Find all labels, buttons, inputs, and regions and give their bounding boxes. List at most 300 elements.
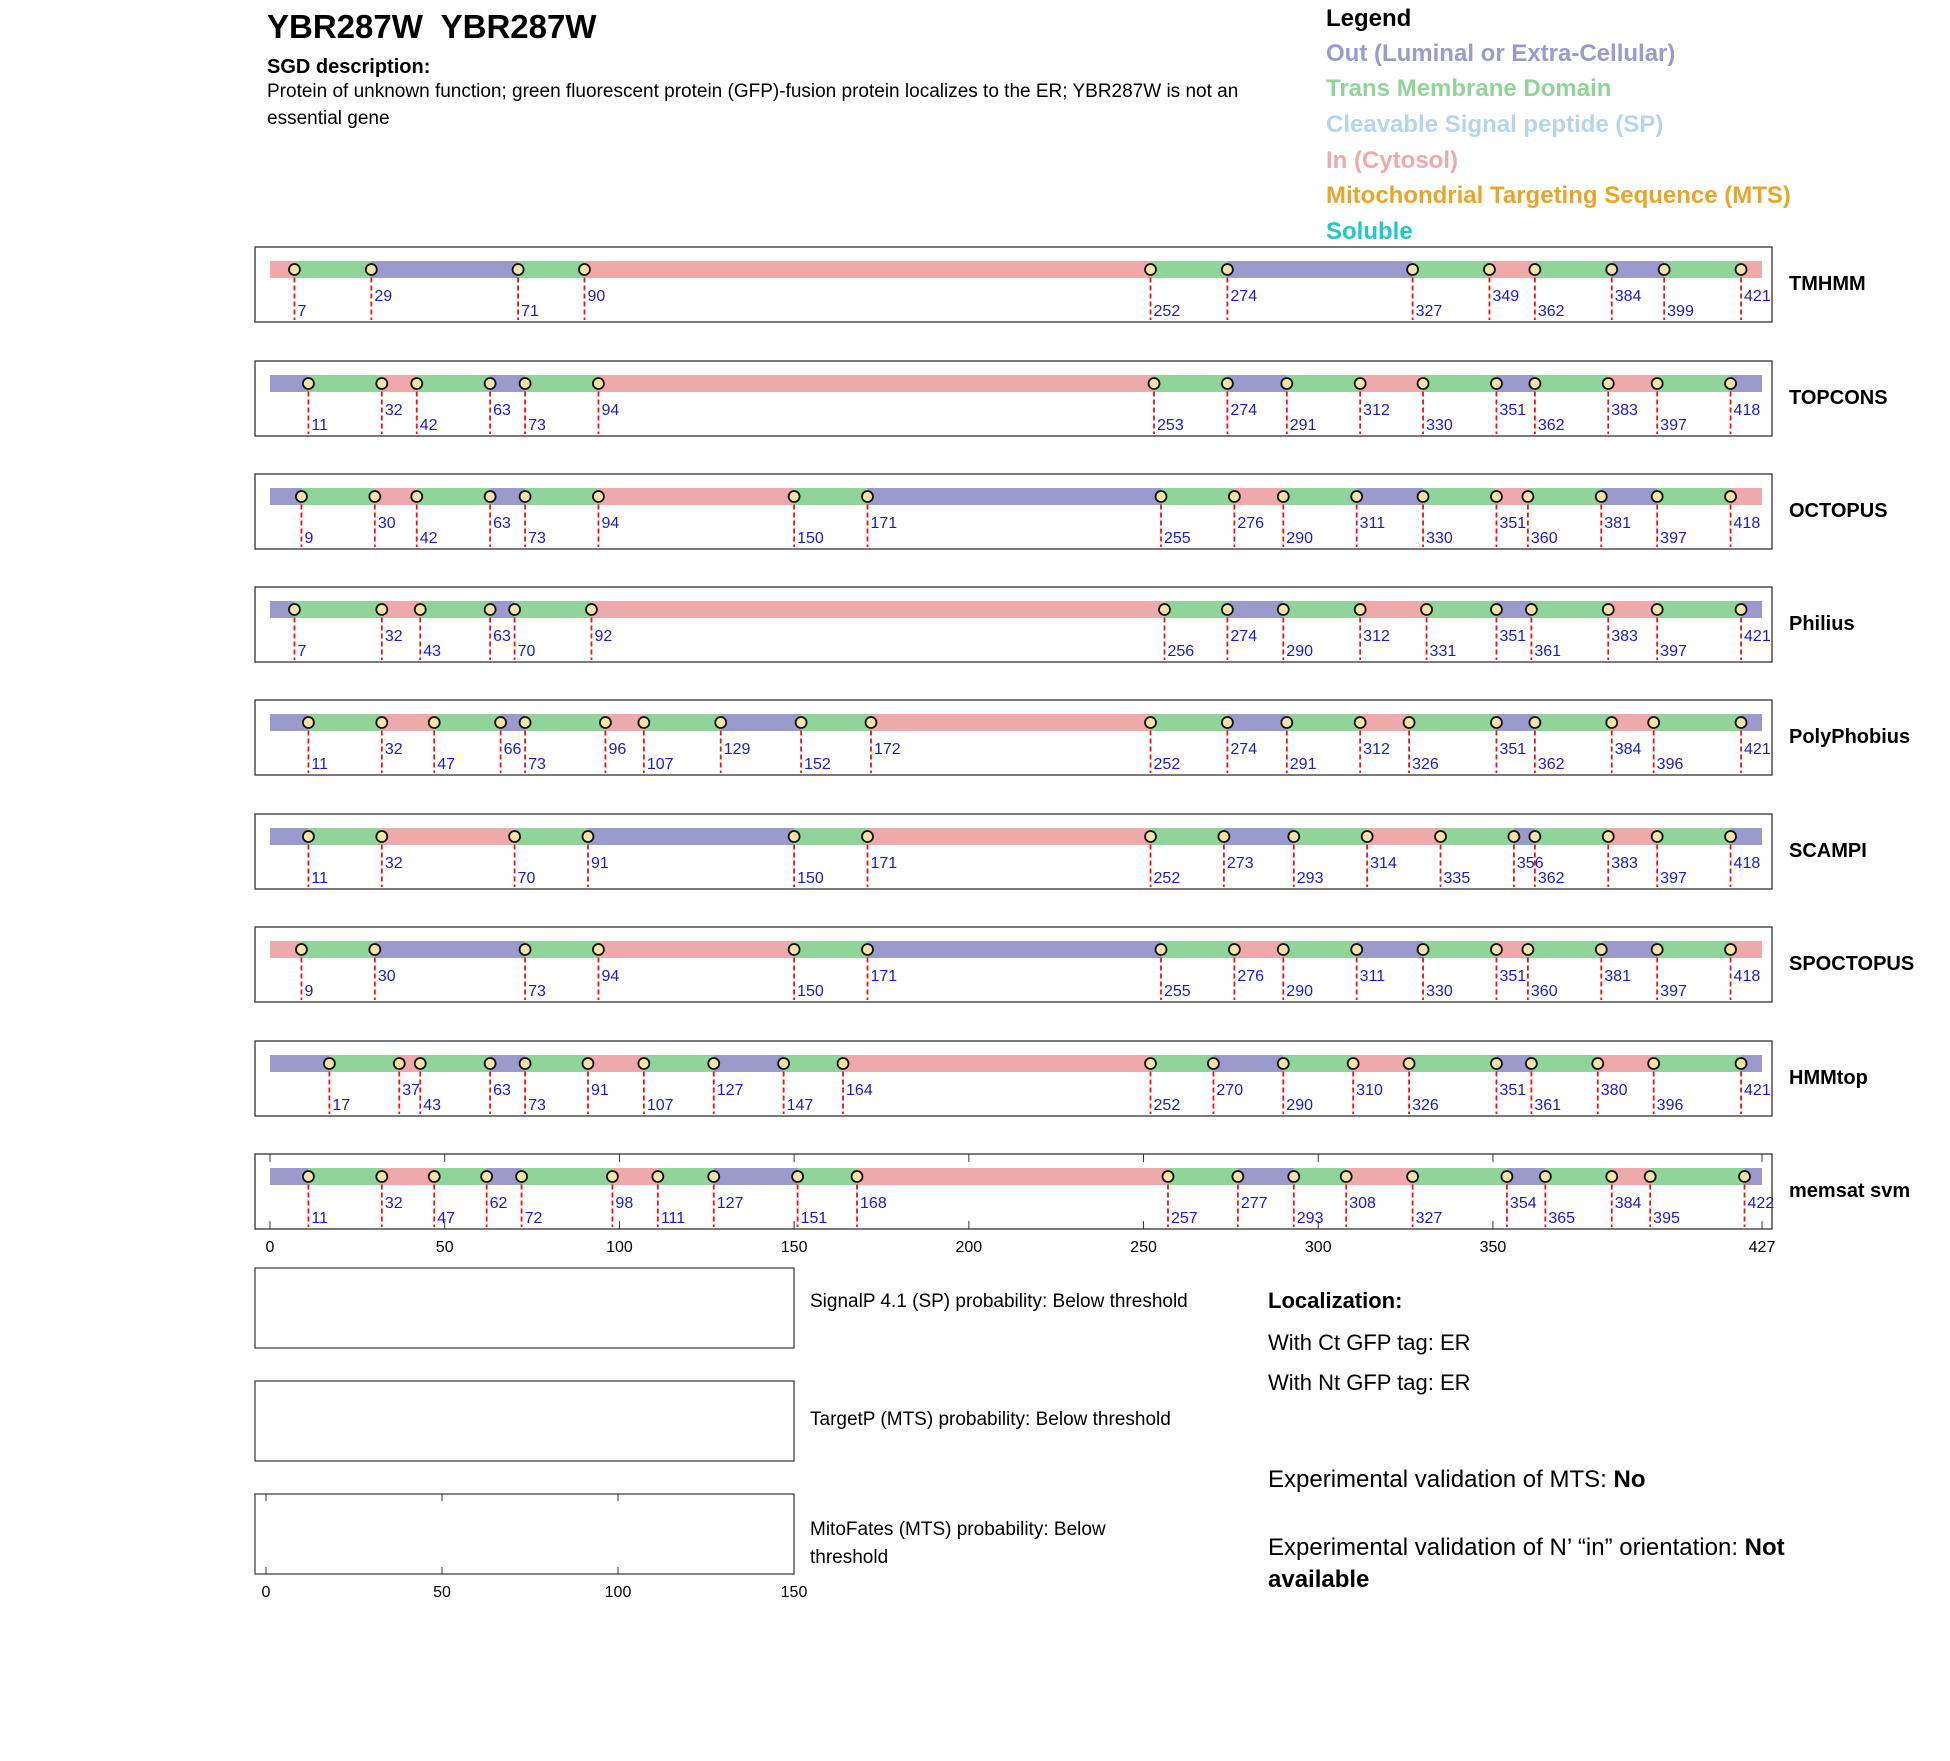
boundary-label: 255 [1164,983,1191,1000]
segment-in [598,941,794,958]
localization-ct: With Ct GFP tag: ER [1268,1330,1471,1355]
segment-in [584,261,1150,278]
boundary-marker [1501,1171,1512,1182]
segment-in [871,714,1151,731]
boundary-marker [1222,717,1233,728]
x-tick-label: 0 [265,1239,275,1256]
boundary-label: 152 [804,756,831,773]
boundary-label: 90 [587,288,606,305]
boundary-label: 17 [332,1097,351,1114]
segment-tm [794,488,867,505]
boundary-label: 129 [723,741,751,758]
boundary-label: 111 [660,1210,686,1227]
boundary-label: 273 [1226,855,1254,872]
boundary-marker [376,378,387,389]
track-name: PolyPhobius [1789,726,1911,748]
boundary-marker [303,717,314,728]
segment-out [721,714,801,731]
boundary-label: 73 [528,1097,546,1114]
boundary-label: 96 [608,741,627,758]
segment-in [1346,1168,1412,1185]
boundary-marker [1603,831,1614,842]
boundary-marker [1659,264,1670,275]
segment-in [1489,261,1534,278]
boundary-label: 73 [528,417,546,434]
boundary-label: 270 [1216,1082,1244,1099]
segment-tm [1657,828,1730,845]
boundary-marker [485,604,496,615]
segment-tm [1531,1055,1597,1072]
boundary-marker [1739,1171,1750,1182]
boundary-label: 290 [1286,530,1314,547]
boundary-marker [1603,378,1614,389]
segment-tm [1535,261,1612,278]
boundary-label: 383 [1611,402,1638,419]
prob-x-tick-label: 0 [261,1584,271,1601]
track-octopus [255,474,1888,549]
boundary-marker [1348,1058,1359,1069]
segment-out [588,828,794,845]
boundary-label: 172 [873,741,901,758]
track-tmhmm [255,247,1866,322]
boundary-marker [376,717,387,728]
segment-in [843,1055,1150,1072]
boundary-label: 361 [1534,1097,1562,1114]
boundary-marker [838,1058,849,1069]
boundary-label: 91 [590,1082,609,1099]
segment-tm [1654,714,1741,731]
segment-tm [1151,828,1224,845]
boundary-marker [1648,717,1659,728]
segment-tm [420,601,490,618]
segment-tm [1664,261,1741,278]
boundary-label: 63 [493,628,511,645]
boundary-label: 94 [601,515,620,532]
boundary-label: 397 [1660,530,1687,547]
segment-tm [518,261,584,278]
boundary-label: 9 [304,983,314,1000]
boundary-label: 32 [384,628,403,645]
boundary-label: 418 [1733,968,1761,985]
legend-item-soluble: Soluble [1326,218,1413,245]
segment-in [588,1055,644,1072]
segment-tm [1413,261,1490,278]
boundary-label: 349 [1492,288,1520,305]
boundary-marker [638,1058,649,1069]
segment-tm [1441,828,1514,845]
boundary-label: 94 [601,402,620,419]
boundary-marker [1407,264,1418,275]
boundary-label: 127 [716,1195,744,1212]
segment-in [1234,941,1283,958]
boundary-marker [1281,378,1292,389]
segment-tm [1168,1168,1238,1185]
boundary-label: 32 [384,855,403,872]
boundary-label: 327 [1415,1210,1443,1227]
boundary-marker [1522,944,1533,955]
boundary-marker [1351,944,1362,955]
boundary-marker [652,1171,663,1182]
boundary-label: 29 [374,288,393,305]
boundary-marker [789,491,800,502]
boundary-label: 98 [615,1195,634,1212]
boundary-marker [1484,264,1495,275]
segment-out [1227,714,1286,731]
segment-in [1598,1055,1654,1072]
segment-tm [1287,375,1360,392]
segment-tm [434,714,500,731]
boundary-marker [1229,944,1240,955]
boundary-marker [1645,1171,1656,1182]
boundary-label: 418 [1733,402,1761,419]
boundary-marker [516,1171,527,1182]
segment-tm [1535,375,1608,392]
boundary-marker [485,378,496,389]
boundary-marker [1288,1171,1299,1182]
track-spoctopus [255,927,1914,1002]
boundary-label: 308 [1349,1195,1376,1212]
boundary-label: 252 [1153,870,1181,887]
segment-tm [522,1168,613,1185]
boundary-label: 311 [1359,515,1386,532]
boundary-marker [520,491,531,502]
x-tick-label: 200 [955,1239,983,1256]
boundary-marker [481,1171,492,1182]
boundary-label: 150 [797,530,824,547]
boundary-label: 277 [1240,1195,1268,1212]
segment-out [1601,488,1657,505]
boundary-label: 30 [377,515,396,532]
boundary-marker [1652,604,1663,615]
segment-in [382,714,434,731]
boundary-label: 331 [1429,643,1457,660]
legend-item-in: In (Cytosol) [1326,147,1458,174]
segment-in [1360,601,1426,618]
orientation-validation-prefix: Experimental validation of N’ “in” orientation: [1268,1534,1745,1561]
boundary-label: 11 [311,417,329,434]
boundary-label: 274 [1230,628,1258,645]
boundary-marker [789,831,800,842]
segment-in [867,828,1150,845]
boundary-label: 11 [311,870,329,887]
segment-tm [1151,714,1228,731]
segment-tm [417,488,490,505]
boundary-label: 381 [1604,515,1631,532]
boundary-marker [1232,1171,1243,1182]
boundary-label: 311 [1359,968,1386,985]
prob-x-tick-label: 50 [433,1584,451,1601]
boundary-marker [1145,831,1156,842]
boundary-label: 63 [493,402,511,419]
x-tick-label: 427 [1748,1239,1776,1256]
boundary-label: 32 [384,741,403,758]
track-hmmtop [255,1041,1868,1116]
segment-in [382,1168,434,1185]
boundary-marker [411,491,422,502]
boundary-label: 290 [1286,1097,1314,1114]
boundary-marker [1736,264,1747,275]
boundary-marker [1526,1058,1537,1069]
signalp-label: SignalP 4.1 (SP) probability: Below threshold [810,1291,1188,1312]
prob-plot-frame [255,1381,794,1461]
boundary-marker [1278,491,1289,502]
boundary-marker [1606,717,1617,728]
boundary-label: 362 [1537,756,1565,773]
x-tick-label: 250 [1130,1239,1157,1256]
segment-tm [308,828,381,845]
boundary-label: 421 [1744,628,1771,645]
boundary-marker [509,831,520,842]
boundary-marker [485,1058,496,1069]
boundary-marker [579,264,590,275]
boundary-marker [415,604,426,615]
boundary-label: 396 [1656,1097,1684,1114]
segment-tm [329,1055,399,1072]
legend-item-sp: Cleavable Signal peptide (SP) [1326,111,1664,138]
boundary-marker [1725,378,1736,389]
boundary-marker [1145,264,1156,275]
legend-item-mts: Mitochondrial Targeting Sequence (MTS) [1326,182,1791,209]
boundary-marker [1736,1058,1747,1069]
segment-in [1608,375,1657,392]
boundary-label: 107 [646,1097,674,1114]
boundary-marker [303,378,314,389]
segment-tm [1283,488,1356,505]
boundary-label: 47 [437,1210,456,1227]
sgd-label: SGD description: [267,56,431,78]
boundary-label: 150 [797,870,824,887]
boundary-marker [593,491,604,502]
boundary-marker [1229,491,1240,502]
boundary-label: 73 [528,756,546,773]
segment-tm [301,941,374,958]
boundary-label: 351 [1499,628,1527,645]
segment-in [1234,488,1283,505]
prob-plot-frame [255,1494,794,1574]
boundary-label: 7 [297,303,307,320]
segment-tm [1545,1168,1611,1185]
boundary-label: 252 [1153,1097,1181,1114]
segment-tm [420,1055,490,1072]
boundary-marker [1149,378,1160,389]
segment-tm [794,828,867,845]
segment-in [1608,828,1657,845]
boundary-label: 30 [377,968,396,985]
boundary-marker [1491,604,1502,615]
segment-tm [801,714,871,731]
segment-in [382,828,515,845]
segment-tm [525,1055,588,1072]
boundary-label: 127 [716,1082,744,1099]
x-tick-label: 100 [606,1239,633,1256]
boundary-marker [429,717,440,728]
boundary-marker [1278,604,1289,615]
segment-in [591,601,1164,618]
segment-tm [784,1055,843,1072]
boundary-marker [852,1171,863,1182]
boundary-marker [1491,378,1502,389]
boundary-marker [1648,1058,1659,1069]
boundary-marker [1522,491,1533,502]
segment-tm [417,375,490,392]
boundary-label: 171 [870,855,898,872]
boundary-label: 276 [1237,515,1265,532]
segment-tm [1409,1055,1496,1072]
boundary-marker [1145,1058,1156,1069]
boundary-marker [1725,491,1736,502]
segment-out [1227,375,1286,392]
boundary-label: 11 [311,756,329,773]
boundary-label: 351 [1499,1082,1527,1099]
boundary-label: 43 [423,643,442,660]
boundary-marker [296,491,307,502]
boundary-label: 92 [594,628,613,645]
track-name: SCAMPI [1789,840,1867,862]
boundary-marker [708,1058,719,1069]
boundary-label: 381 [1604,968,1631,985]
boundary-marker [865,717,876,728]
segment-tm [1154,375,1227,392]
boundary-marker [708,1171,719,1182]
boundary-label: 418 [1733,855,1761,872]
boundary-marker [429,1171,440,1182]
boundary-marker [862,944,873,955]
boundary-label: 330 [1426,417,1453,434]
x-tick-label: 50 [435,1239,454,1256]
boundary-marker [1355,378,1366,389]
boundary-marker [1596,491,1607,502]
boundary-label: 326 [1412,756,1439,773]
boundary-marker [1407,1171,1418,1182]
boundary-label: 326 [1412,1097,1439,1114]
segment-tm [1531,601,1608,618]
boundary-marker [1355,604,1366,615]
boundary-label: 171 [870,515,898,532]
segment-tm [798,1168,857,1185]
boundary-marker [1435,831,1446,842]
boundary-marker [485,491,496,502]
segment-tm [301,488,374,505]
boundary-label: 421 [1744,1082,1771,1099]
boundary-marker [289,604,300,615]
boundary-marker [513,264,524,275]
boundary-label: 171 [870,968,898,985]
localization-title: Localization: [1268,1288,1403,1313]
boundary-marker [509,604,520,615]
mts-validation [1268,1466,1645,1494]
segment-in [598,375,1154,392]
segment-tm [1650,1168,1744,1185]
boundary-marker [520,1058,531,1069]
boundary-label: 11 [311,1210,329,1227]
boundary-label: 32 [384,1195,403,1212]
boundary-marker [495,717,506,728]
boundary-marker [1526,604,1537,615]
boundary-label: 396 [1656,756,1684,773]
segment-tm [794,941,867,958]
boundary-label: 47 [437,756,456,773]
boundary-marker [1603,604,1614,615]
prob-plot-frame [255,1268,794,1348]
boundary-marker [1491,717,1502,728]
segment-tm [1161,488,1234,505]
segment-tm [1423,375,1496,392]
boundary-marker [1529,831,1540,842]
segment-out [1601,941,1657,958]
boundary-label: 72 [524,1210,543,1227]
segment-out [714,1168,798,1185]
boundary-marker [593,378,604,389]
track-frame [255,1154,1772,1229]
targetp-label: TargetP (MTS) probability: Below threshold [810,1409,1171,1430]
boundary-label: 37 [402,1082,421,1099]
boundary-label: 383 [1611,855,1638,872]
boundary-label: 351 [1499,402,1527,419]
boundary-marker [1491,944,1502,955]
boundary-label: 252 [1153,303,1181,320]
track-name: TOPCONS [1789,387,1888,409]
track-scampi [255,814,1867,889]
boundary-label: 293 [1296,1210,1324,1227]
segment-out [375,941,525,958]
boundary-marker [415,1058,426,1069]
segment-tm [1535,828,1608,845]
boundary-marker [394,1058,405,1069]
boundary-marker [778,1058,789,1069]
segment-out [867,488,1161,505]
boundary-marker [366,264,377,275]
boundary-label: 293 [1296,870,1324,887]
orientation-validation [1268,1532,1828,1596]
boundary-marker [1145,717,1156,728]
boundary-marker [638,717,649,728]
boundary-label: 383 [1611,628,1638,645]
boundary-label: 256 [1167,643,1195,660]
boundary-marker [582,1058,593,1069]
boundary-marker [1592,1058,1603,1069]
boundary-label: 291 [1289,756,1317,773]
mts-validation-prefix: Experimental validation of MTS: [1268,1466,1614,1493]
prob-x-tick-label: 100 [604,1584,632,1601]
boundary-label: 362 [1537,870,1565,887]
boundary-label: 351 [1499,968,1527,985]
boundary-label: 253 [1157,417,1184,434]
segment-tm [1287,714,1360,731]
boundary-label: 252 [1153,756,1181,773]
boundary-marker [1222,264,1233,275]
boundary-marker [376,831,387,842]
boundary-marker [1508,831,1519,842]
boundary-label: 397 [1660,643,1687,660]
boundary-marker [369,944,380,955]
boundary-label: 274 [1230,402,1258,419]
segment-tm [308,714,381,731]
orientation-validation-value: Not available [1268,1534,1785,1593]
boundary-marker [376,1171,387,1182]
boundary-label: 71 [521,303,539,320]
boundary-marker [1418,378,1429,389]
segment-out [1238,1168,1294,1185]
boundary-marker [289,264,300,275]
legend-item-out: Out (Luminal or Extra-Cellular) [1326,40,1676,67]
track-topcons [255,361,1888,436]
boundary-marker [324,1058,335,1069]
boundary-label: 397 [1660,417,1687,434]
segment-tm [308,375,381,392]
boundary-marker [1736,604,1747,615]
boundary-marker [1606,1171,1617,1182]
segment-tm [1413,1168,1507,1185]
